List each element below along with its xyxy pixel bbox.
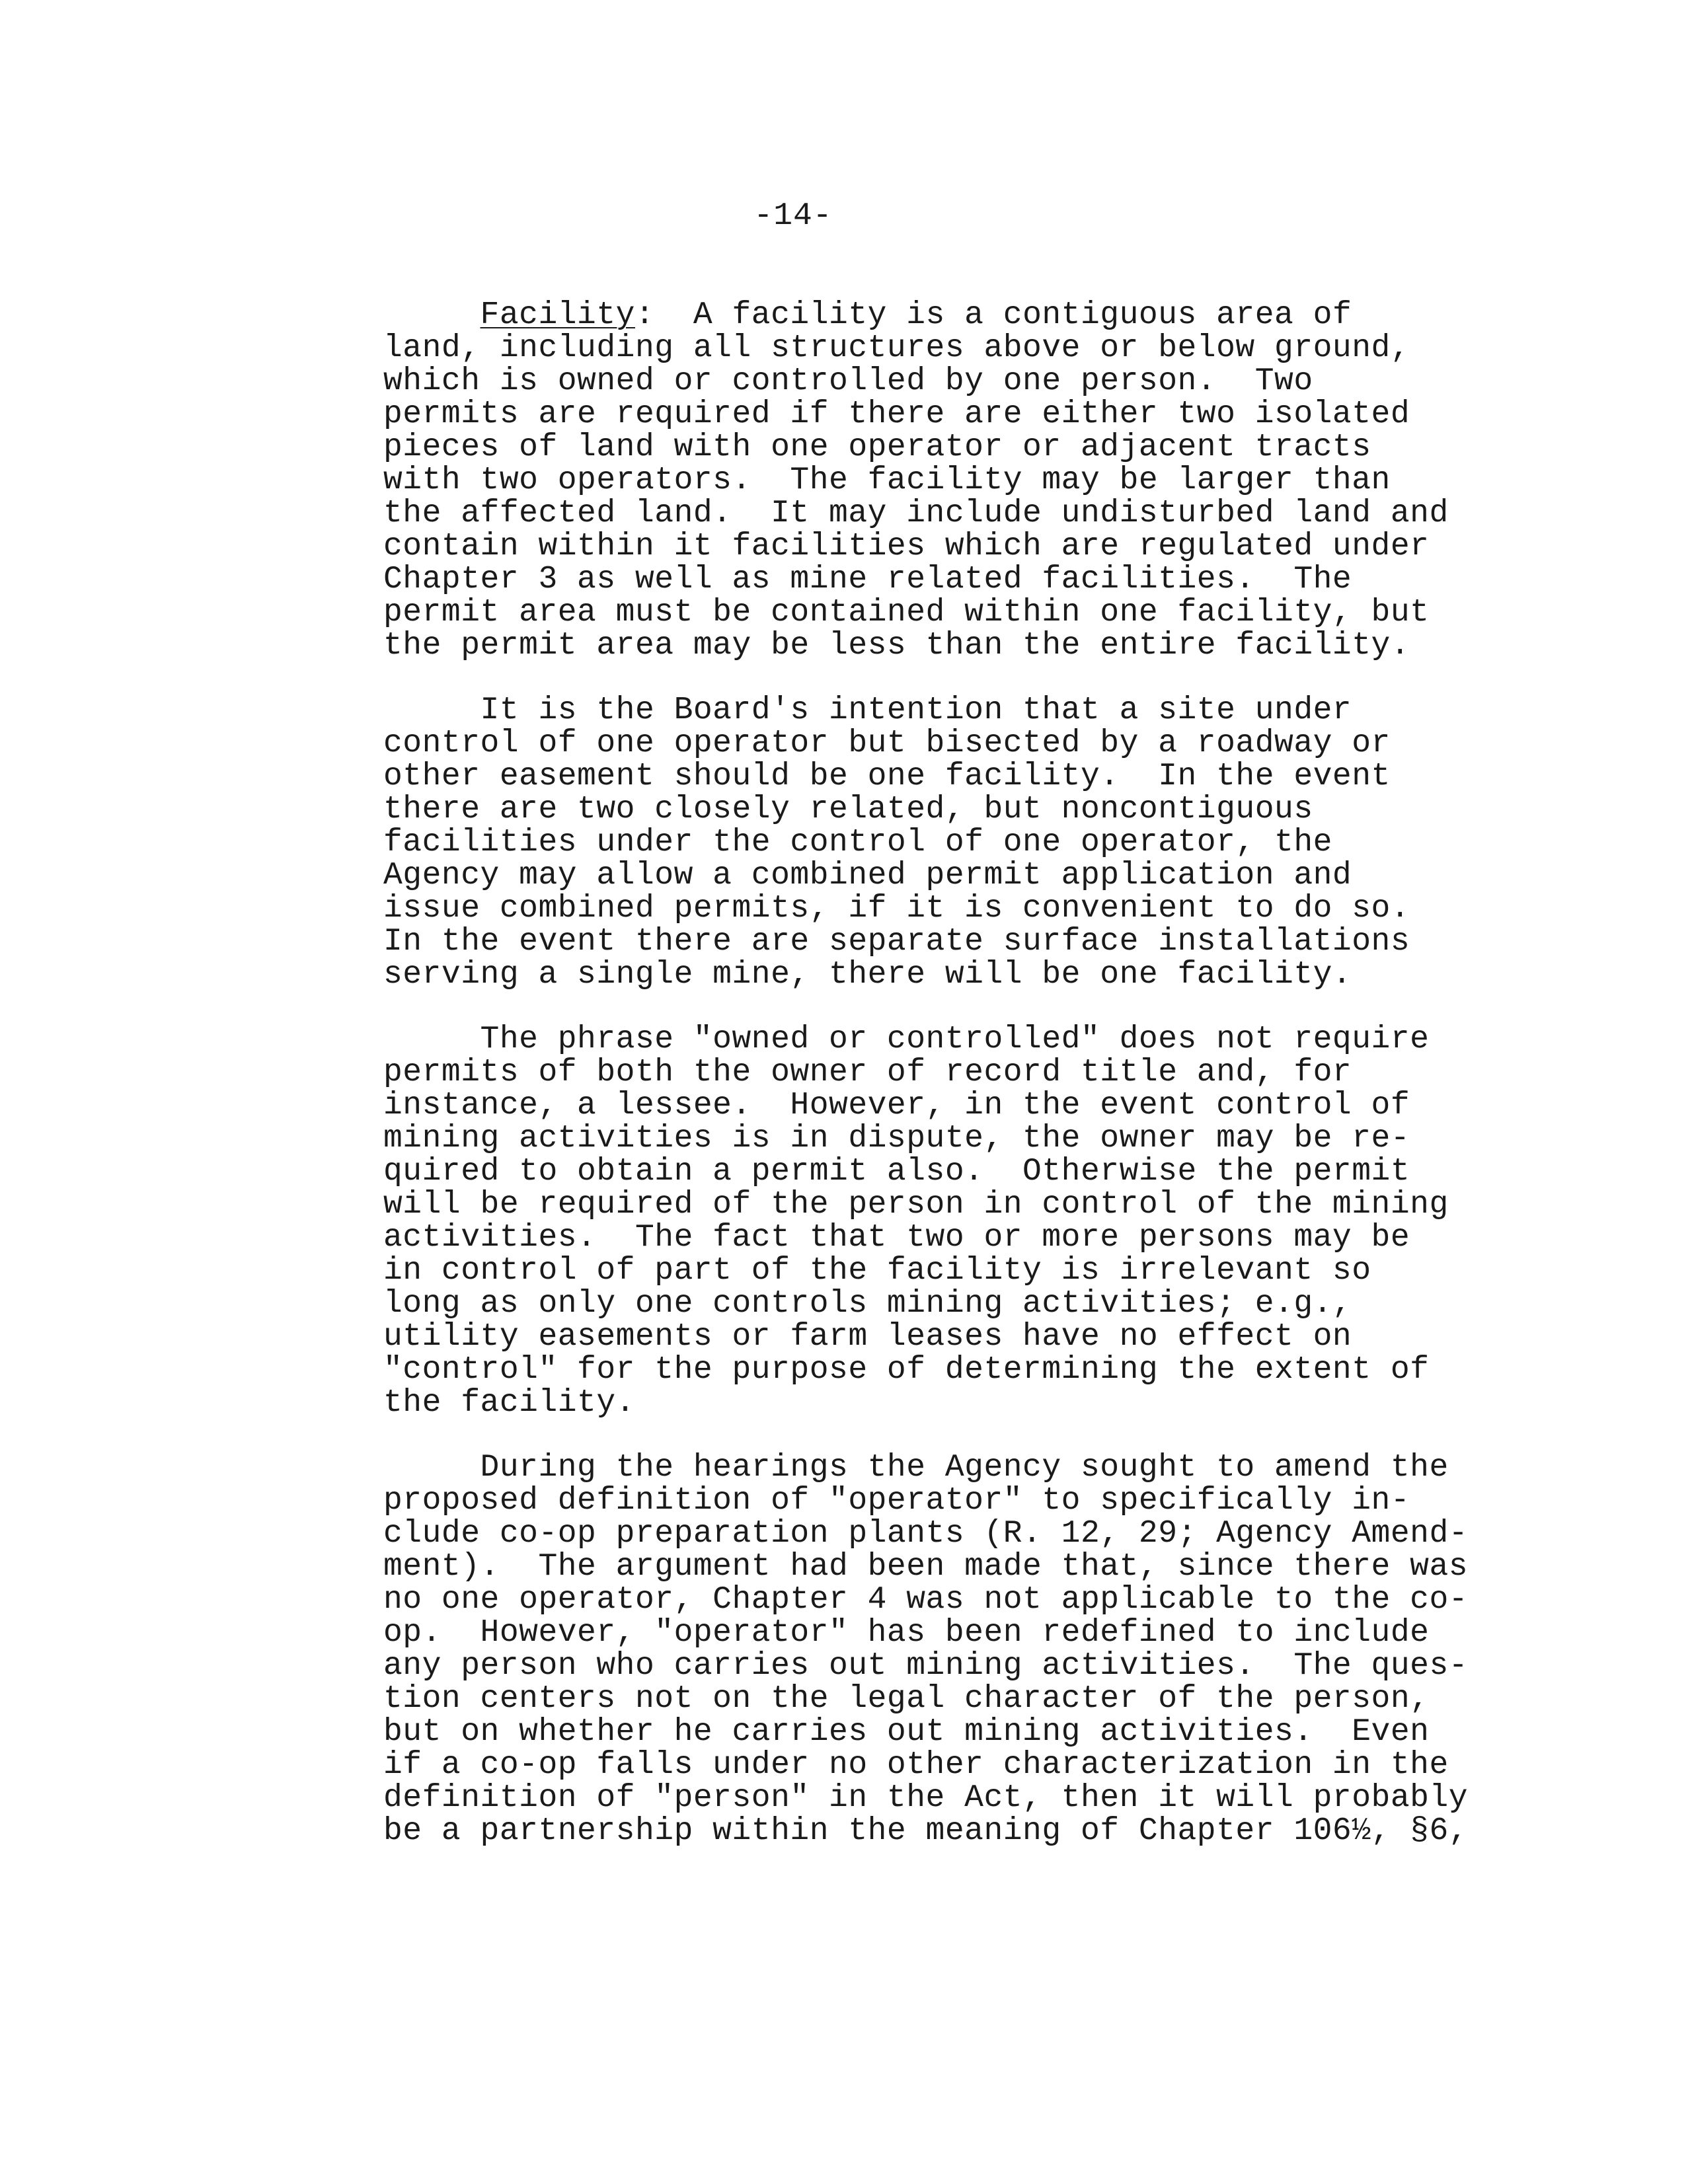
text-line: During the hearings the Agency sought to amend the <box>383 1450 1449 1486</box>
text-line: any person who carries out mining activities. The ques- <box>383 1648 1469 1684</box>
text-line: control of one operator but bisected by a roadway or <box>383 726 1391 761</box>
facility-term: Facility <box>480 297 635 333</box>
text-line: op. However, "operator" has been redefined to include <box>383 1615 1430 1651</box>
text-line: activities. The fact that two or more persons may be <box>383 1220 1410 1256</box>
paragraph-facility-definition <box>383 299 1520 662</box>
text-line: land, including all structures above or below ground, <box>383 330 1410 366</box>
page-number: -14- <box>753 198 833 234</box>
text-line: pieces of land with one operator or adjacent tracts <box>383 430 1371 465</box>
text-line: ment). The argument had been made that, since there was <box>383 1549 1469 1585</box>
paragraph-board-intention <box>383 694 1520 991</box>
text-line: permit area must be contained within one facility, but <box>383 595 1430 630</box>
text-line: contain within it facilities which are regulated under <box>383 529 1430 564</box>
text-line: there are two closely related, but noncontiguous <box>383 792 1313 827</box>
text-line: but on whether he carries out mining activities. Even <box>383 1714 1430 1750</box>
text-line: In the event there are separate surface installations <box>383 924 1410 960</box>
text-line: serving a single mine, there will be one facility. <box>383 957 1352 993</box>
text-line: permits of both the owner of record title and, for <box>383 1055 1352 1090</box>
text-line: mining activities is in dispute, the owner may be re- <box>383 1121 1410 1156</box>
text-line: proposed definition of "operator" to specifically in- <box>383 1483 1410 1519</box>
text-line: the facility. <box>383 1385 635 1421</box>
text-line: clude co-op preparation plants (R. 12, 29; Agency Amend- <box>383 1516 1469 1552</box>
text-line: in control of part of the facility is irrelevant so <box>383 1253 1371 1289</box>
text-line: the permit area may be less than the entire facility. <box>383 628 1410 663</box>
text-line: quired to obtain a permit also. Otherwise the permit <box>383 1154 1410 1189</box>
text-line: It is the Board's intention that a site under <box>383 693 1352 728</box>
text-line: which is owned or controlled by one person. Two <box>383 363 1313 399</box>
text-line: Agency may allow a combined permit application and <box>383 858 1352 893</box>
text-line: if a co-op falls under no other characterization in the <box>383 1747 1449 1783</box>
text-line: no one operator, Chapter 4 was not applicable to the co- <box>383 1582 1469 1618</box>
text-line: utility easements or farm leases have no effect on <box>383 1319 1352 1355</box>
text-line: tion centers not on the legal character of the person, <box>383 1681 1430 1717</box>
text-line: instance, a lessee. However, in the event control of <box>383 1088 1410 1123</box>
text-line: issue combined permits, if it is convenient to do so. <box>383 891 1410 926</box>
document-body <box>383 299 1520 1879</box>
text-line: other easement should be one facility. In the event <box>383 759 1391 794</box>
text-line: The phrase "owned or controlled" does not require <box>383 1022 1430 1057</box>
paragraph-hearings <box>383 1451 1520 1848</box>
text-line: will be required of the person in control of the mining <box>383 1187 1449 1223</box>
text-line: definition of "person" in the Act, then it will probably <box>383 1780 1469 1816</box>
paragraph-owned-or-controlled <box>383 1023 1520 1419</box>
text-line: permits are required if there are either two isolated <box>383 396 1410 432</box>
text-line <box>383 299 1520 332</box>
text-line: Chapter 3 as well as mine related facilities. The <box>383 562 1352 597</box>
text-line: with two operators. The facility may be larger than <box>383 463 1391 498</box>
text-line: facilities under the control of one operator, the <box>383 825 1332 860</box>
text-line: the affected land. It may include undisturbed land and <box>383 496 1449 531</box>
text-line: "control" for the purpose of determining the extent of <box>383 1352 1430 1388</box>
text-line: long as only one controls mining activities; e.g., <box>383 1286 1352 1322</box>
text-line-segment: : A facility is a contiguous area of <box>634 297 1352 333</box>
text-line: be a partnership within the meaning of Chapter 106½, §6, <box>383 1813 1469 1849</box>
